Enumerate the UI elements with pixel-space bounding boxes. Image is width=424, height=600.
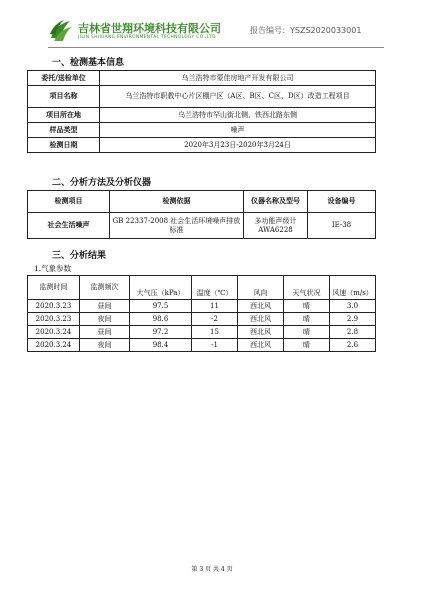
report-number: 报告编号：YSZS2020033001 (250, 26, 362, 35)
table-row (28, 123, 376, 138)
cell-wind-direction: 西北风 (238, 300, 284, 313)
label-sample-type: 样品类型 (28, 123, 100, 138)
header-divider (48, 47, 384, 48)
cell-frequency: 昼间 (80, 326, 130, 339)
cell-wind-direction: 西北风 (238, 339, 284, 352)
table-row (28, 213, 376, 239)
cell-wind-speed: 2.8 (330, 326, 376, 339)
cell-time: 2020.3.23 (28, 313, 80, 326)
cell-temperature: -1 (192, 339, 238, 352)
cell-pressure: 97.2 (130, 326, 192, 339)
value-sample-type: 噪声 (100, 123, 376, 138)
cell-basis: GB 22337-2008 社会生活环境噪声排放标准 (110, 213, 244, 239)
cell-time: 2020.3.24 (28, 326, 80, 339)
company-name-cn: 吉林省世翔环境科技有限公司 (78, 22, 221, 35)
col-header-wind-direction: 风向 (238, 288, 284, 300)
cell-device-no: IE-38 (308, 213, 376, 239)
method-table (27, 190, 376, 239)
table-header-row (28, 191, 376, 213)
value-project-location: 乌兰浩特市罕山街北侧、铁西北路东侧 (100, 108, 376, 123)
cell-frequency: 夜间 (80, 339, 130, 352)
cell-temperature: -2 (192, 313, 238, 326)
value-project-name: 乌兰浩特市职教中心片区棚户区（A区、B区、C区、D区）改造工程项目 (100, 86, 376, 108)
cell-frequency: 夜间 (80, 313, 130, 326)
section1-title: 一、检测基本信息 (52, 58, 125, 68)
cell-wind-direction: 西北风 (238, 326, 284, 339)
col-header-wind-speed: 风速（m/s） (330, 288, 376, 300)
section2-title: 二、分析方法及分析仪器 (52, 178, 152, 188)
cell-frequency: 昼间 (80, 300, 130, 313)
section3-subtitle: 1.气象参数 (34, 264, 72, 273)
col-header-basis: 检测依据 (110, 191, 244, 213)
cell-pressure: 98.6 (130, 313, 192, 326)
page-number: 第 3 页 共 4 页 (191, 566, 233, 573)
cell-weather: 晴 (284, 313, 330, 326)
col-header-item: 检测项目 (28, 191, 110, 213)
cell-wind-speed: 3.0 (330, 300, 376, 313)
cell-temperature: 11 (192, 300, 238, 313)
label-test-date: 检测日期 (28, 138, 100, 153)
col-header-device-no: 设备编号 (308, 191, 376, 213)
table-row (28, 71, 376, 86)
cell-time: 2020.3.23 (28, 300, 80, 313)
cell-weather: 晴 (284, 326, 330, 339)
col-header-time: 监测时间 (28, 276, 80, 300)
col-header-temperature: 温度（℃） (192, 288, 238, 300)
label-client: 委托/送检单位 (28, 71, 100, 86)
section3-title: 三、分析结果 (52, 251, 107, 261)
cell-item: 社会生活噪声 (28, 213, 110, 239)
col-header-instrument: 仪器名称及型号 (244, 191, 308, 213)
table-row (28, 86, 376, 108)
cell-weather: 晴 (284, 339, 330, 352)
table-header-row (28, 276, 376, 288)
basic-info-table (27, 70, 376, 153)
weather-table (27, 275, 376, 352)
col-header-weather: 天气状况 (284, 288, 330, 300)
value-client: 乌兰浩特市蒙佳房地产开发有限公司 (100, 71, 376, 86)
cell-wind-direction: 西北风 (238, 313, 284, 326)
col-header-pressure: 大气压（kPa） (130, 288, 192, 300)
cell-wind-speed: 2.6 (330, 339, 376, 352)
cell-wind-speed: 2.9 (330, 313, 376, 326)
table-row (28, 313, 376, 326)
col-header-frequency: 监测频次 (80, 276, 130, 300)
table-row (28, 300, 376, 313)
cell-time: 2020.3.24 (28, 339, 80, 352)
label-project-location: 项目所在地 (28, 108, 100, 123)
table-row (28, 339, 376, 352)
cell-pressure: 98.4 (130, 339, 192, 352)
company-name-en: JILIN SHIXIANG ENVIRONMENTAL TECHNOLOGY CO.,LTD (78, 35, 216, 40)
cell-instrument: 多功能声级计 AWA6228 (244, 213, 308, 239)
cell-weather: 晴 (284, 300, 330, 313)
cell-pressure: 97.5 (130, 300, 192, 313)
table-row (28, 138, 376, 153)
table-row (28, 108, 376, 123)
table-row (28, 326, 376, 339)
value-test-date: 2020年3月23日-2020年3月24日 (100, 138, 376, 153)
label-project-name: 项目名称 (28, 86, 100, 108)
green-leaf-stripes-icon (48, 18, 74, 44)
cell-temperature: 15 (192, 326, 238, 339)
